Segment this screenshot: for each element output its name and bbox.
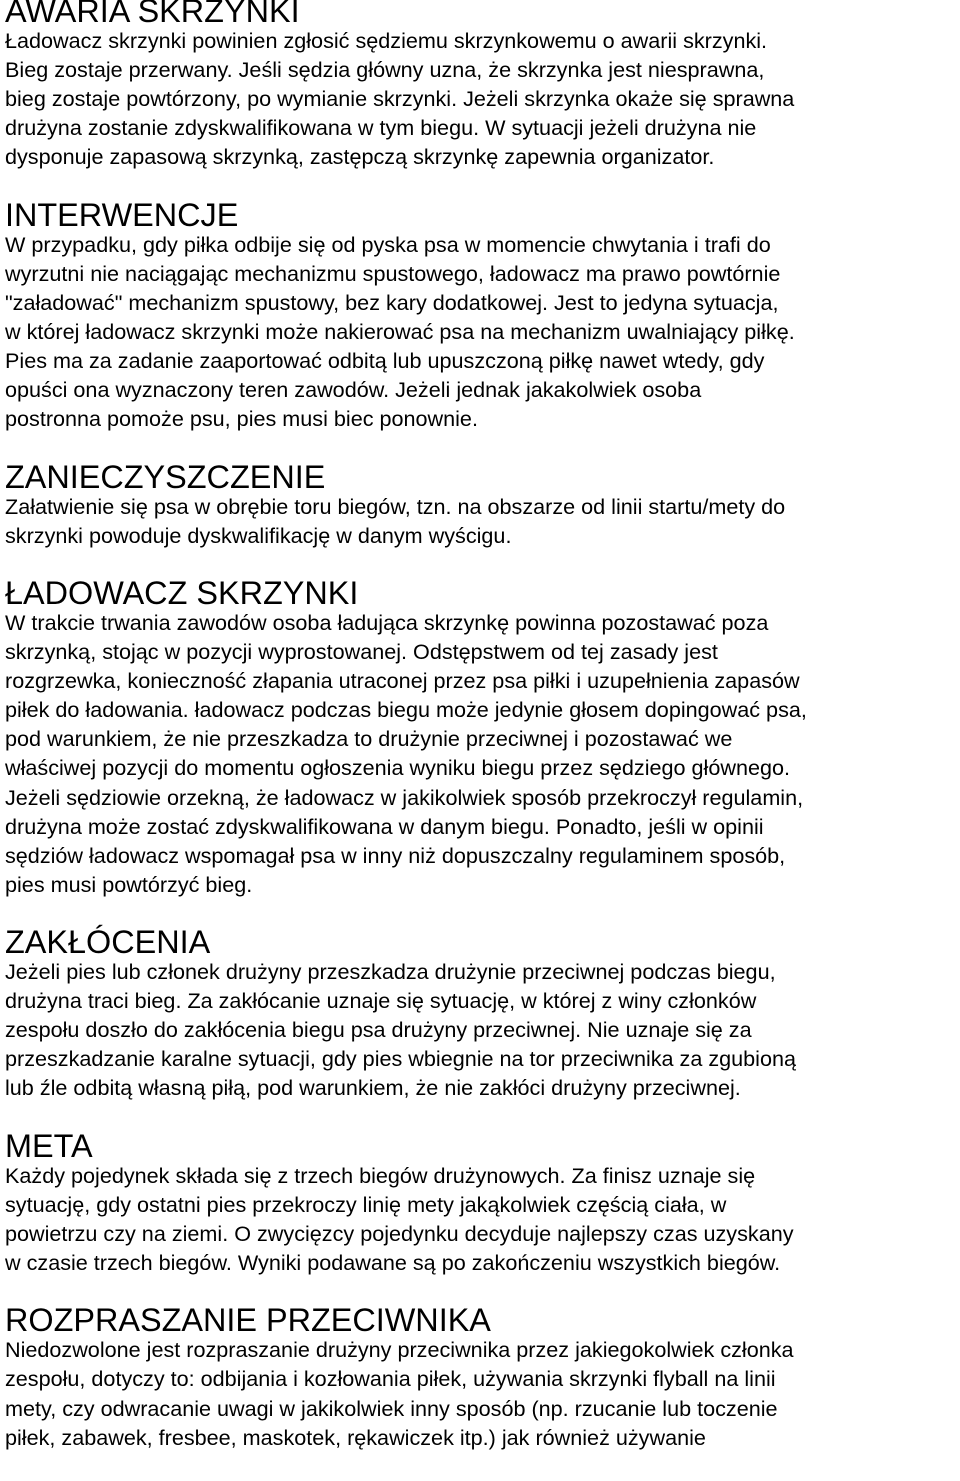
section-title: ŁADOWACZ SKRZYNKI — [5, 574, 359, 611]
document-page — [5, 0, 955, 1481]
section-title: ZANIECZYSZCZENIE — [5, 458, 326, 495]
text-line: sytuację, gdy ostatni pies przekroczy linię mety jakąkolwiek częścią ciała, w — [5, 1191, 727, 1217]
section-zaklocenia — [5, 924, 955, 1103]
text-line: W trakcie trwania zawodów osoba ładująca skrzynkę powinna pozostawać poza — [5, 609, 769, 635]
text-line: Bieg zostaje przerwany. Jeśli sędzia główny uzna, że skrzynka jest niesprawna, — [5, 57, 765, 83]
text-line: sędziów ładowacz wspomagał psa w inny niż dopuszczalny regulaminem sposób, — [5, 842, 786, 868]
text-line: Niedozwolone jest rozpraszanie drużyny przeciwnika przez jakiegokolwiek członka — [5, 1337, 794, 1363]
text-line: drużyna traci bieg. Za zakłócanie uznaje się sytuację, w której z winy członków — [5, 988, 757, 1014]
text-line: W przypadku, gdy piłka odbije się od pyska psa w momencie chwytania i trafi do — [5, 231, 771, 257]
text-line: dysponuje zapasową skrzynką, zastępczą skrzynkę zapewnia organizator. — [5, 144, 715, 170]
text-line: w której ładowacz skrzynki może nakierować psa na mechanizm uwalniający piłkę. — [5, 319, 795, 345]
text-line: opuści ona wyznaczony teren zawodów. Jeżeli jednak jakakolwiek osoba — [5, 377, 702, 403]
text-line: piłek, zabawek, fresbee, maskotek, rękawiczek itp.) jak również używanie — [5, 1424, 706, 1450]
text-line: właściwej pozycji do momentu ogłoszenia wyniku biegu przez sędziego głównego. — [5, 755, 790, 781]
text-line: Załatwienie się psa w obrębie toru biegów, tzn. na obszarze od linii startu/mety do — [5, 493, 786, 519]
text-line: postronna pomoże psu, pies musi biec ponownie. — [5, 406, 478, 432]
section-title: INTERWENCJE — [5, 196, 239, 233]
text-line: Każdy pojedynek składa się z trzech biegów drużynowych. Za finisz uznaje się — [5, 1162, 756, 1188]
text-line: powietrzu czy na ziemi. O zwycięzcy pojedynku decyduje najlepszy czas uzyskany — [5, 1220, 794, 1246]
text-line: drużyna zostanie zdyskwalifikowana w tym biegu. W sytuacji jeżeli drużyna nie — [5, 115, 757, 141]
section-interwencje — [5, 196, 955, 434]
section-body — [5, 608, 955, 899]
section-body — [5, 957, 955, 1102]
text-line: skrzynki powoduje dyskwalifikację w danym wyścigu. — [5, 522, 512, 548]
section-body — [5, 1335, 955, 1451]
section-title: AWARIA SKRZYNKI — [5, 0, 300, 29]
section-title: ROZPRASZANIE PRZECIWNIKA — [5, 1302, 491, 1339]
section-body — [5, 1161, 955, 1277]
text-line: drużyna może zostać zdyskwalifikowana w danym biegu. Ponadto, jeśli w opinii — [5, 813, 764, 839]
text-line: bieg zostaje powtórzony, po wymianie skrzynki. Jeżeli skrzynka okaże się sprawna — [5, 86, 795, 112]
text-line: lub źle odbitą własną piłą, pod warunkiem, że nie zakłóci drużyny przeciwnej. — [5, 1075, 741, 1101]
section-zanieczyszczenie — [5, 458, 955, 550]
text-line: wyrzutni nie naciągając mechanizmu spustowego, ładowacz ma prawo powtórnie — [5, 260, 781, 286]
section-awaria-skrzynki — [5, 0, 955, 172]
section-title: META — [5, 1127, 93, 1164]
text-line: zespołu, dotyczy to: odbijania i kozłowania piłek, używania skrzynki flyball na linii — [5, 1366, 776, 1392]
text-line: piłek do ładowania. ładowacz podczas biegu może jedynie głosem dopingować psa, — [5, 697, 807, 723]
text-line: skrzynką, stojąc w pozycji wyprostowanej. Odstępstwem od tej zasady jest — [5, 639, 718, 665]
text-line: "załadować" mechanizm spustowy, bez kary dodatkowej. Jest to jedyna sytuacja, — [5, 289, 779, 315]
text-line: Jeżeli pies lub członek drużyny przeszkadza drużynie przeciwnej podczas biegu, — [5, 959, 776, 985]
section-title: ZAKŁÓCENIA — [5, 924, 211, 960]
text-line: zespołu doszło do zakłócenia biegu psa drużyny przeciwnej. Nie uznaje się za — [5, 1017, 752, 1043]
text-line: pod warunkiem, że nie przeszkadza to drużynie przeciwnej i pozostawać we — [5, 726, 733, 752]
section-meta — [5, 1127, 955, 1277]
section-body — [5, 230, 955, 434]
text-line: mety, czy odwracanie uwagi w jakikolwiek inny sposób (np. rzucanie lub toczenie — [5, 1395, 778, 1421]
text-line: Ładowacz skrzynki powinien zgłosić sędziemu skrzynkowemu o awarii skrzynki. — [5, 28, 768, 54]
section-rozpraszanie-przeciwnika — [5, 1302, 955, 1451]
section-body — [5, 26, 955, 171]
text-line: Jeżeli sędziowie orzekną, że ładowacz w jakikolwiek sposób przekroczył regulamin, — [5, 784, 804, 810]
text-line: w czasie trzech biegów. Wyniki podawane są po zakończeniu wszystkich biegów. — [5, 1250, 781, 1276]
section-ladowacz-skrzynki — [5, 574, 955, 899]
text-line: pies musi powtórzyć bieg. — [5, 871, 253, 897]
text-line: rozgrzewka, konieczność złapania utraconej przez psa piłki i uzupełnienia zapasów — [5, 668, 800, 694]
text-line: Pies ma za zadanie zaaportować odbitą lub upuszczoną piłkę nawet wtedy, gdy — [5, 348, 765, 374]
section-body — [5, 492, 955, 550]
text-line: przeszkadzanie karalne sytuacji, gdy pies wbiegnie na tor przeciwnika za zgubioną — [5, 1046, 797, 1072]
